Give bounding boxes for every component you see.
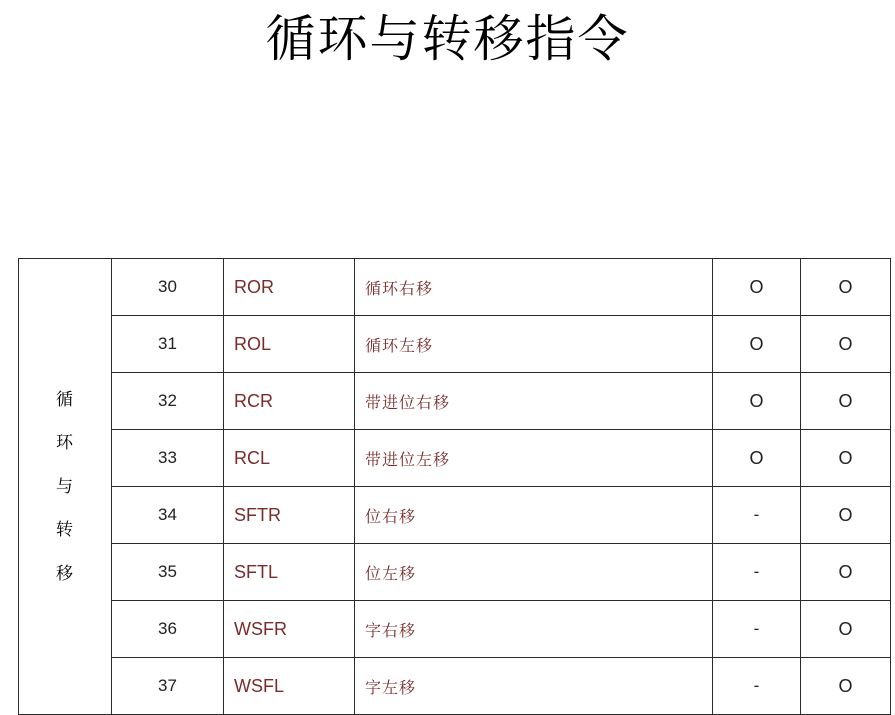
row-mark-1: O (713, 259, 801, 316)
row-description: 循环右移 (355, 259, 713, 316)
group-label-char: 与 (56, 476, 74, 496)
row-description: 带进位右移 (355, 373, 713, 430)
row-code: ROR (224, 259, 355, 316)
row-mark-2: O (801, 601, 891, 658)
table-row (19, 601, 891, 658)
page-title: 循环与转移指令 (265, 11, 630, 67)
instruction-table-wrapper (18, 258, 890, 715)
group-label-char: 移 (56, 563, 74, 583)
row-mark-1: O (713, 430, 801, 487)
row-mark-2: O (801, 487, 891, 544)
group-label-char: 环 (56, 433, 74, 453)
row-description: 位右移 (355, 487, 713, 544)
table-row (19, 544, 891, 601)
table-row (19, 259, 891, 316)
row-number: 34 (112, 487, 224, 544)
row-description: 循环左移 (355, 316, 713, 373)
group-label-char: 转 (56, 520, 74, 540)
row-mark-1: - (713, 601, 801, 658)
row-code: RCR (224, 373, 355, 430)
group-label (29, 378, 101, 595)
row-code: SFTL (224, 544, 355, 601)
row-description: 字右移 (355, 601, 713, 658)
row-description: 带进位左移 (355, 430, 713, 487)
table-row (19, 487, 891, 544)
row-mark-1: - (713, 544, 801, 601)
row-mark-2: O (801, 259, 891, 316)
table-row (19, 316, 891, 373)
row-number: 30 (112, 259, 224, 316)
row-number: 33 (112, 430, 224, 487)
table-row (19, 373, 891, 430)
row-mark-1: - (713, 487, 801, 544)
group-cell (19, 259, 112, 715)
row-number: 35 (112, 544, 224, 601)
table-row (19, 658, 891, 715)
row-number: 37 (112, 658, 224, 715)
group-label-char: 循 (56, 390, 74, 410)
row-description: 位左移 (355, 544, 713, 601)
instruction-table (18, 258, 891, 715)
row-mark-1: O (713, 373, 801, 430)
row-mark-2: O (801, 658, 891, 715)
table-row (19, 430, 891, 487)
row-number: 36 (112, 601, 224, 658)
row-code: RCL (224, 430, 355, 487)
row-number: 32 (112, 373, 224, 430)
row-code: WSFR (224, 601, 355, 658)
row-mark-1: - (713, 658, 801, 715)
row-mark-2: O (801, 430, 891, 487)
row-code: ROL (224, 316, 355, 373)
instruction-table-body (19, 259, 891, 715)
row-mark-2: O (801, 544, 891, 601)
row-mark-1: O (713, 316, 801, 373)
row-code: WSFL (224, 658, 355, 715)
row-number: 31 (112, 316, 224, 373)
row-mark-2: O (801, 316, 891, 373)
row-code: SFTR (224, 487, 355, 544)
row-description: 字左移 (355, 658, 713, 715)
row-mark-2: O (801, 373, 891, 430)
